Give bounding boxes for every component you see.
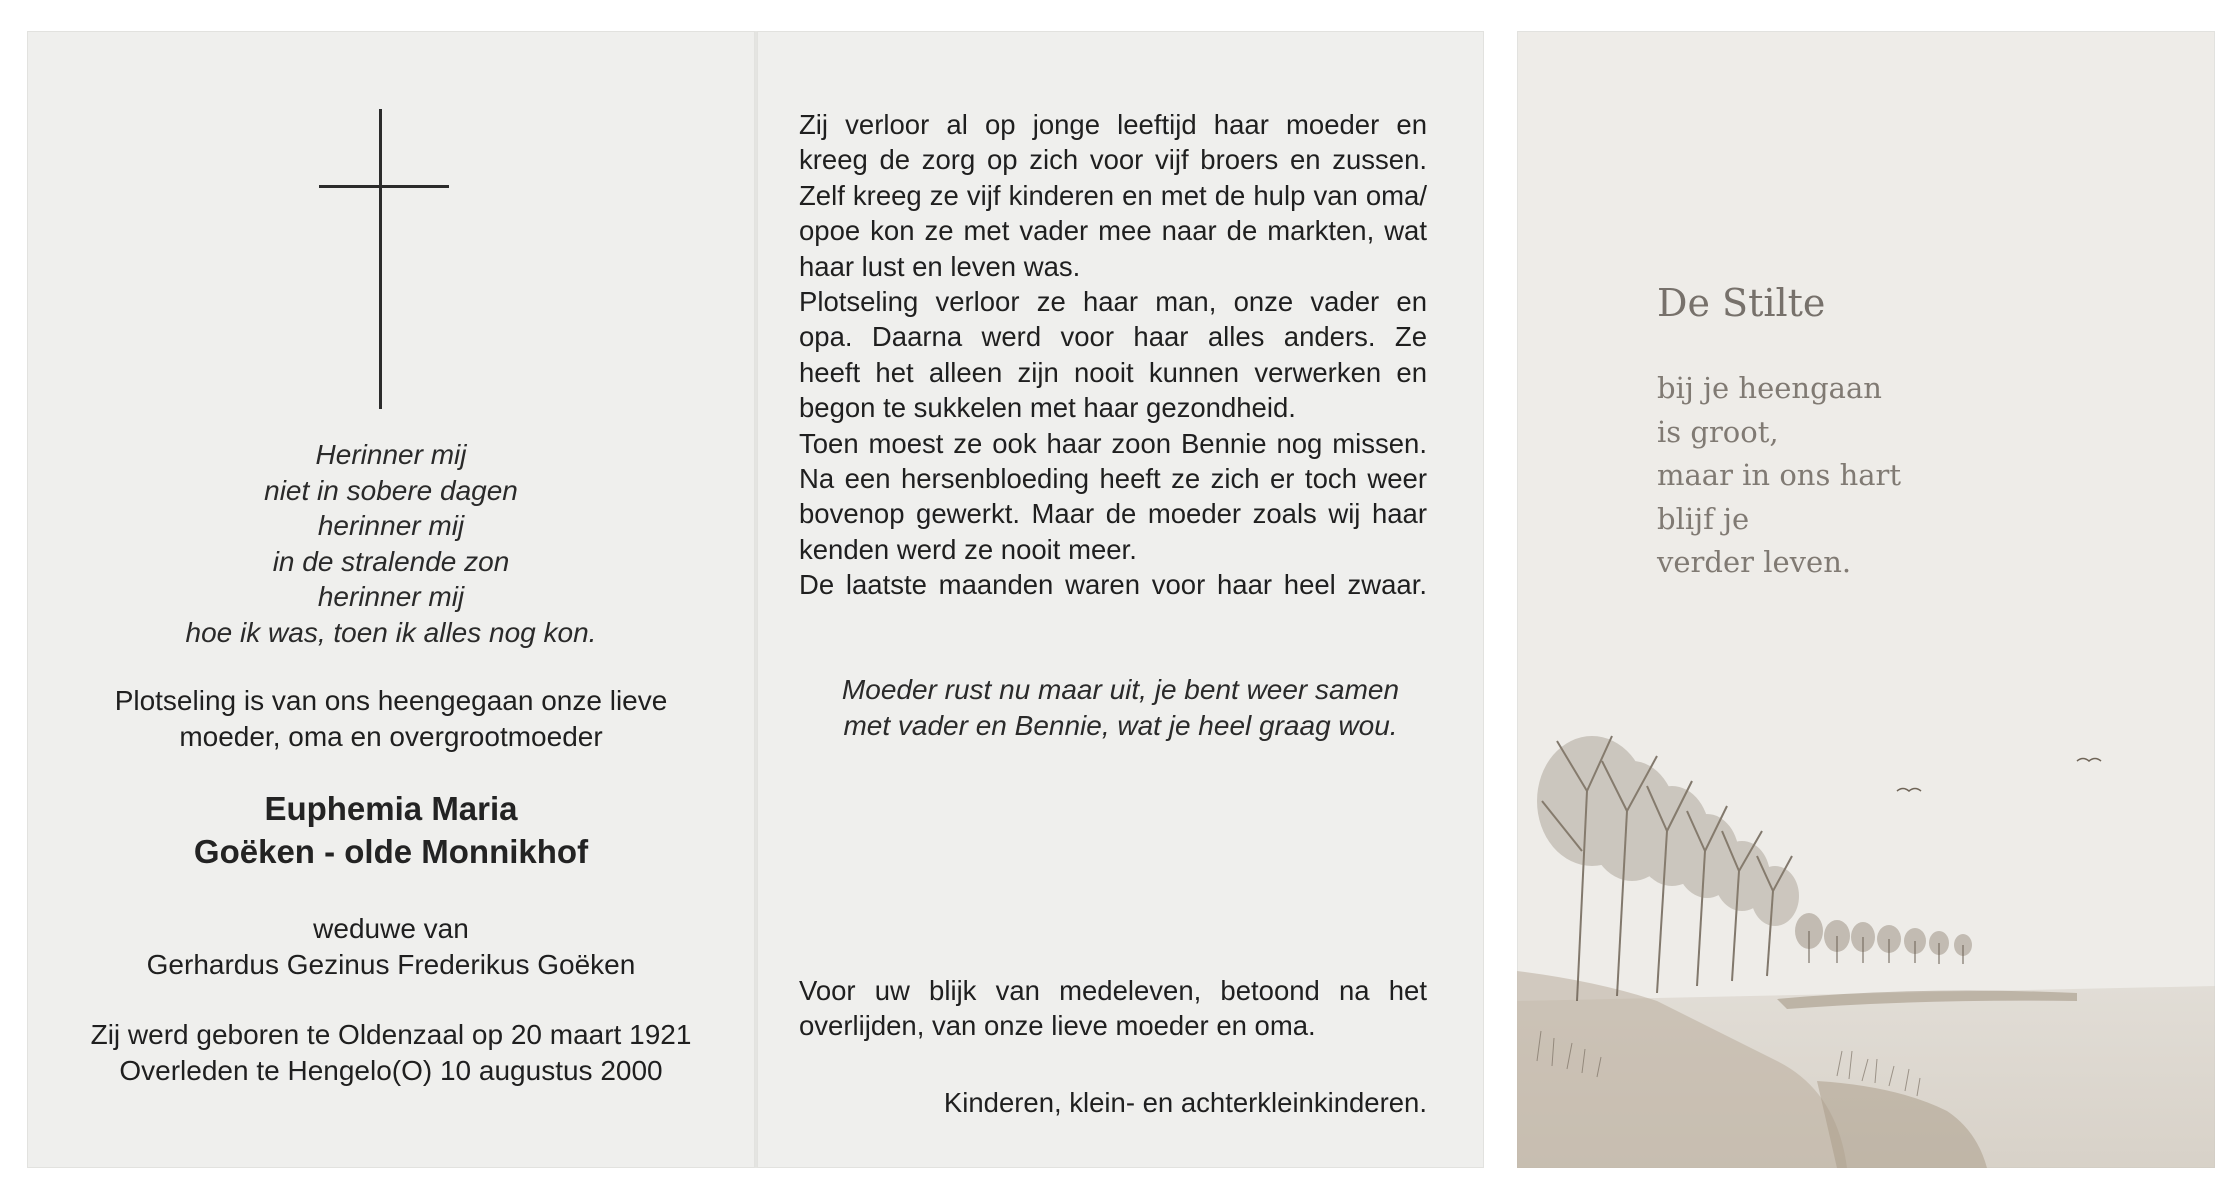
deceased-name (27, 787, 755, 873)
closing-verse (757, 672, 1484, 743)
middle-panel (755, 31, 1484, 1168)
family-signature: Kinderen, klein- en achterkleinkinderen. (943, 1087, 1427, 1118)
widow-label: weduwe van (313, 913, 469, 944)
bio-line: opa. Daarna werd voor haar alles anders. Ze (799, 321, 1427, 353)
bio-line: bovenop gewerkt. Maar de moeder zoals wij haar (799, 498, 1427, 530)
spouse-name: Gerhardus Gezinus Frederikus Goëken (146, 948, 636, 980)
poem-line: niet in sobere dagen (264, 474, 518, 506)
right-panel (1517, 31, 2215, 1168)
poem-line: hoe ik was, toen ik alles nog kon. (185, 616, 597, 648)
life-dates (27, 1017, 755, 1088)
poem-line: herinner mij (317, 581, 465, 612)
poem-line: Herinner mij (315, 439, 467, 470)
stilte-poem (1657, 367, 1901, 585)
bio-line: heeft het alleen zijn nooit kunnen verwerken en (799, 356, 1427, 388)
bio-line: kenden werd ze nooit meer. (799, 533, 1137, 565)
bio-line: Zij verloor al op jonge leeftijd haar moeder en (799, 109, 1427, 140)
announcement-line: moeder, oma en overgrootmoeder (179, 720, 603, 752)
thanks-text (799, 973, 1427, 1044)
cross-icon-bar (319, 185, 449, 188)
stilte-line: verder leven. (1657, 545, 1852, 579)
landscape-illustration (1517, 731, 2215, 1168)
bio-line: De laatste maanden waren voor haar heel zwaar. (799, 569, 1427, 601)
bio-line: begon te sukkelen met haar gezondheid. (799, 392, 1296, 424)
bio-line: opoe kon ze met vader mee naar de markten, wat (799, 215, 1427, 247)
birth-line: Zij werd geboren te Oldenzaal op 20 maart 1921 (90, 1019, 692, 1050)
poem-title: De Stilte (1657, 281, 1826, 325)
closing-line: Moeder rust nu maar uit, je bent weer samen (841, 674, 1400, 705)
announcement-text (27, 683, 755, 754)
stilte-line: blijf je (1657, 501, 1750, 536)
thanks-line: overlijden, van onze lieve moeder en oma. (799, 1010, 1316, 1042)
stilte-line: is groot, (1657, 414, 1779, 449)
biography-text (799, 107, 1427, 602)
stilte-line: maar in ons hart (1657, 458, 1902, 492)
thanks-line: Voor uw blijk van medeleven, betoond na het (799, 975, 1427, 1006)
announcement-line: Plotseling is van ons heengegaan onze lieve (114, 685, 668, 716)
bio-line: kreeg de zorg op zich voor vijf broers en zussen. (799, 144, 1427, 176)
bio-line: Zelf kreeg ze vijf kinderen en met de hulp van oma/ (799, 179, 1427, 211)
cross-icon (379, 109, 382, 409)
given-names: Euphemia Maria (264, 790, 518, 827)
bio-line: Plotseling verloor ze haar man, onze vader en (799, 285, 1427, 317)
death-line: Overleden te Hengelo(O) 10 augustus 2000 (119, 1054, 663, 1086)
bio-line: Na een hersenbloeding heeft ze zich er toch weer (799, 462, 1427, 494)
bio-line: Toen moest ze ook haar zoon Bennie nog missen. (799, 427, 1427, 459)
memorial-poem (27, 437, 755, 650)
left-panel (27, 31, 755, 1168)
bio-line: haar lust en leven was. (799, 250, 1081, 282)
closing-line: met vader en Bennie, wat je heel graag wou. (843, 709, 1398, 741)
family-names: Goëken - olde Monnikhof (193, 833, 589, 870)
poem-line: herinner mij (317, 510, 465, 541)
stilte-line: bij je heengaan (1657, 371, 1882, 405)
poem-line: in de stralende zon (272, 545, 510, 577)
widow-of (27, 911, 755, 982)
